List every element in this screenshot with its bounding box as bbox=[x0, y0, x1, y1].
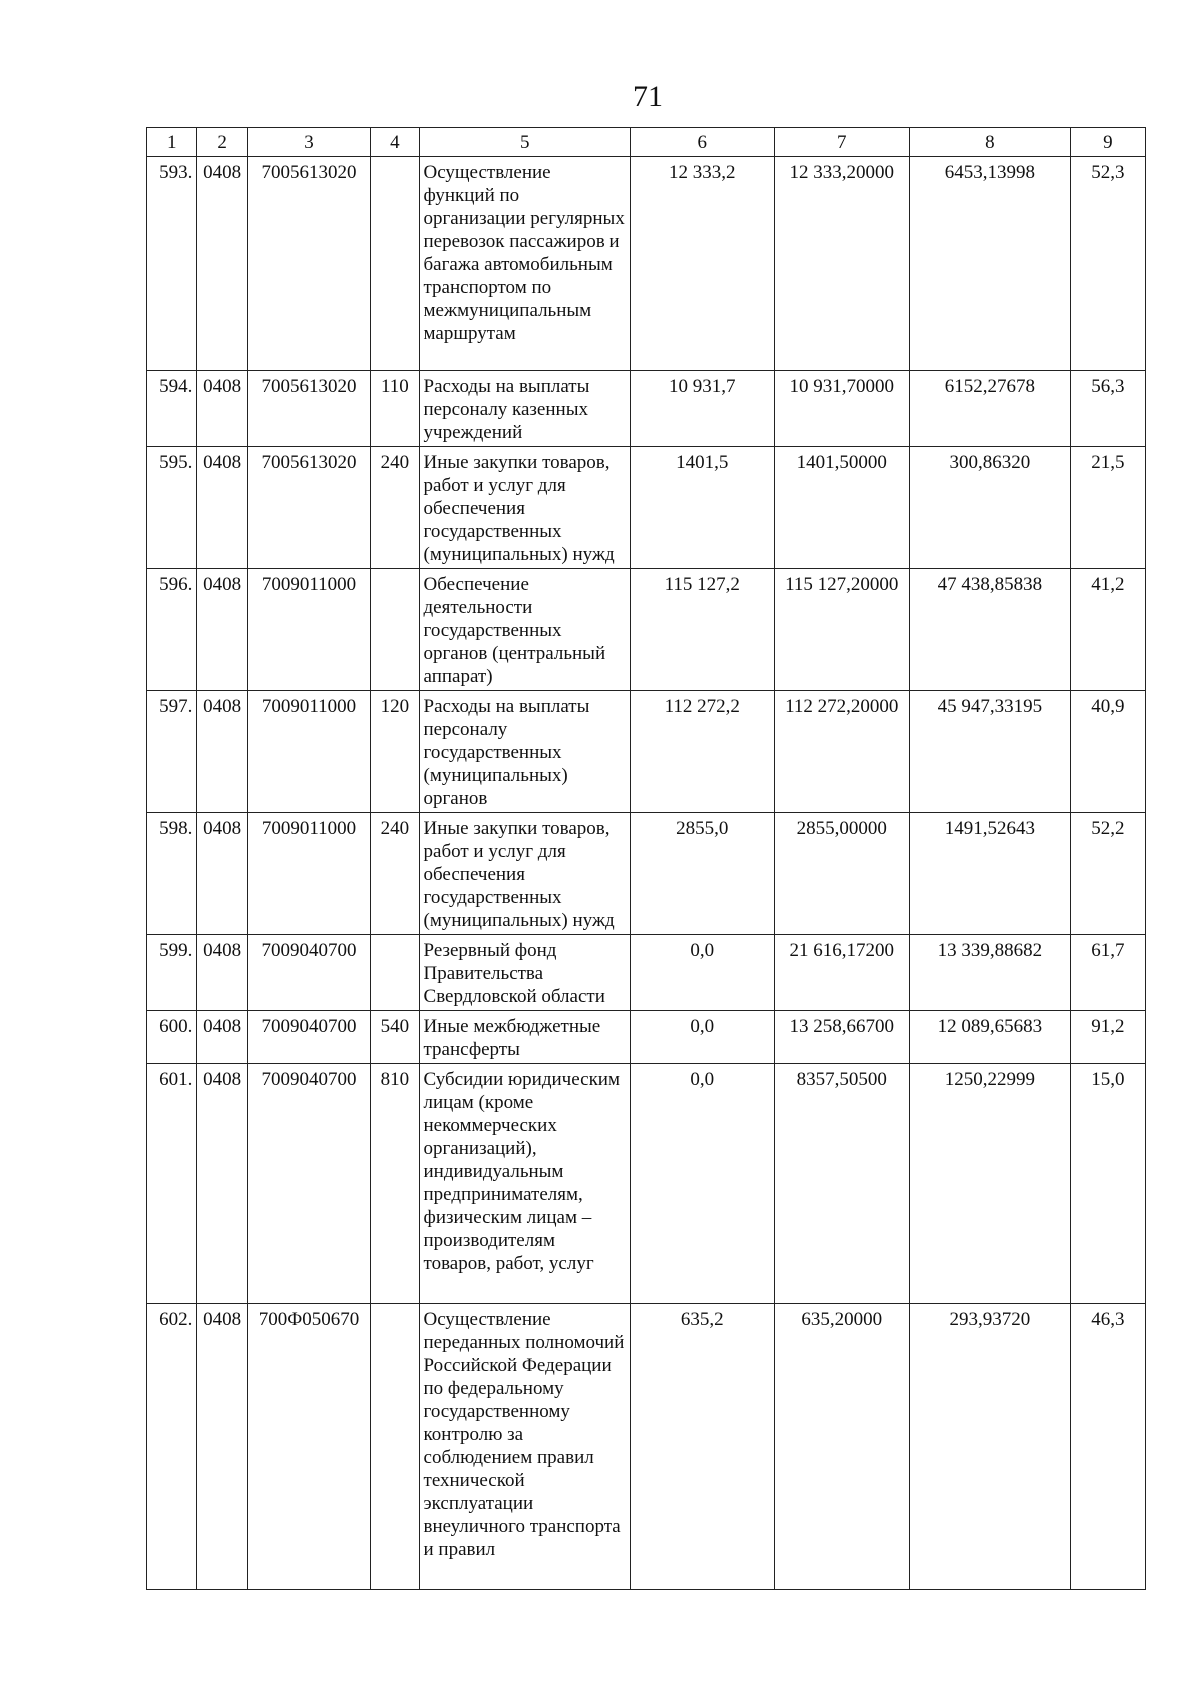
item-name: Осуществление функций по организации регулярных перевозок пассажиров и багажа автомобильным транспортом по межмуниципальным маршрутам bbox=[419, 157, 630, 371]
row-number: 601. bbox=[147, 1064, 197, 1304]
expense-type-code bbox=[371, 569, 419, 691]
value-col7: 2855,00000 bbox=[774, 813, 909, 935]
column-header: 2 bbox=[197, 128, 247, 157]
section-code: 0408 bbox=[197, 447, 247, 569]
value-col6: 1401,5 bbox=[630, 447, 774, 569]
table-row bbox=[147, 1064, 1146, 1304]
column-header: 4 bbox=[371, 128, 419, 157]
value-col8: 1250,22999 bbox=[909, 1064, 1070, 1304]
target-article-code: 7009040700 bbox=[247, 1011, 370, 1064]
table-row bbox=[147, 371, 1146, 447]
item-name: Расходы на выплаты персоналу казенных учреждений bbox=[419, 371, 630, 447]
value-col7: 635,20000 bbox=[774, 1304, 909, 1590]
item-name: Иные закупки товаров, работ и услуг для обеспечения государственных (муниципальных) нужд bbox=[419, 447, 630, 569]
section-code: 0408 bbox=[197, 691, 247, 813]
section-code: 0408 bbox=[197, 569, 247, 691]
table-row bbox=[147, 569, 1146, 691]
target-article-code: 7009040700 bbox=[247, 1064, 370, 1304]
item-name: Обеспечение деятельности государственных органов (центральный аппарат) bbox=[419, 569, 630, 691]
value-col6: 0,0 bbox=[630, 935, 774, 1011]
value-col8: 13 339,88682 bbox=[909, 935, 1070, 1011]
target-article-code: 7005613020 bbox=[247, 447, 370, 569]
value-col7: 13 258,66700 bbox=[774, 1011, 909, 1064]
section-code: 0408 bbox=[197, 1011, 247, 1064]
row-number: 595. bbox=[147, 447, 197, 569]
value-col8: 293,93720 bbox=[909, 1304, 1070, 1590]
target-article-code: 7005613020 bbox=[247, 371, 370, 447]
value-col7: 1401,50000 bbox=[774, 447, 909, 569]
value-col8: 1491,52643 bbox=[909, 813, 1070, 935]
target-article-code: 7009011000 bbox=[247, 691, 370, 813]
value-col7: 21 616,17200 bbox=[774, 935, 909, 1011]
column-header: 3 bbox=[247, 128, 370, 157]
table-row bbox=[147, 813, 1146, 935]
column-header: 9 bbox=[1070, 128, 1145, 157]
section-code: 0408 bbox=[197, 1064, 247, 1304]
value-col7: 112 272,20000 bbox=[774, 691, 909, 813]
target-article-code: 7009040700 bbox=[247, 935, 370, 1011]
value-col7: 12 333,20000 bbox=[774, 157, 909, 371]
percent-value: 40,9 bbox=[1070, 691, 1145, 813]
column-header: 6 bbox=[630, 128, 774, 157]
section-code: 0408 bbox=[197, 157, 247, 371]
column-header: 5 bbox=[419, 128, 630, 157]
row-number: 599. bbox=[147, 935, 197, 1011]
percent-value: 52,2 bbox=[1070, 813, 1145, 935]
value-col6: 635,2 bbox=[630, 1304, 774, 1590]
row-number: 596. bbox=[147, 569, 197, 691]
page-number: 71 bbox=[633, 80, 663, 113]
table-row bbox=[147, 447, 1146, 569]
target-article-code: 7009011000 bbox=[247, 813, 370, 935]
target-article-code: 7005613020 bbox=[247, 157, 370, 371]
section-code: 0408 bbox=[197, 371, 247, 447]
value-col8: 45 947,33195 bbox=[909, 691, 1070, 813]
column-number-row bbox=[147, 128, 1146, 157]
row-number: 602. bbox=[147, 1304, 197, 1590]
value-col6: 0,0 bbox=[630, 1011, 774, 1064]
column-header: 7 bbox=[774, 128, 909, 157]
target-article-code: 700Ф050670 bbox=[247, 1304, 370, 1590]
table-row bbox=[147, 1011, 1146, 1064]
row-number: 598. bbox=[147, 813, 197, 935]
expense-type-code bbox=[371, 1304, 419, 1590]
section-code: 0408 bbox=[197, 935, 247, 1011]
value-col8: 6152,27678 bbox=[909, 371, 1070, 447]
table-row bbox=[147, 1304, 1146, 1590]
expense-type-code: 810 bbox=[371, 1064, 419, 1304]
item-name: Иные межбюджетные трансферты bbox=[419, 1011, 630, 1064]
row-number: 600. bbox=[147, 1011, 197, 1064]
expense-type-code: 110 bbox=[371, 371, 419, 447]
value-col8: 6453,13998 bbox=[909, 157, 1070, 371]
percent-value: 15,0 bbox=[1070, 1064, 1145, 1304]
value-col6: 115 127,2 bbox=[630, 569, 774, 691]
value-col6: 10 931,7 bbox=[630, 371, 774, 447]
value-col6: 12 333,2 bbox=[630, 157, 774, 371]
section-code: 0408 bbox=[197, 813, 247, 935]
value-col7: 115 127,20000 bbox=[774, 569, 909, 691]
value-col7: 10 931,70000 bbox=[774, 371, 909, 447]
row-number: 597. bbox=[147, 691, 197, 813]
column-header: 1 bbox=[147, 128, 197, 157]
item-name: Расходы на выплаты персоналу государственных (муниципальных) органов bbox=[419, 691, 630, 813]
item-name: Субсидии юридическим лицам (кроме некоммерческих организаций), индивидуальным предпринимателям, физическим лицам – производителям товаров, работ, услуг bbox=[419, 1064, 630, 1304]
section-code: 0408 bbox=[197, 1304, 247, 1590]
percent-value: 91,2 bbox=[1070, 1011, 1145, 1064]
value-col8: 47 438,85838 bbox=[909, 569, 1070, 691]
item-name: Иные закупки товаров, работ и услуг для обеспечения государственных (муниципальных) нужд bbox=[419, 813, 630, 935]
value-col8: 300,86320 bbox=[909, 447, 1070, 569]
value-col7: 8357,50500 bbox=[774, 1064, 909, 1304]
item-name: Осуществление переданных полномочий Российской Федерации по федеральному государственному контролю за соблюдением правил технической эксплуатации внеуличного транспорта и правил bbox=[419, 1304, 630, 1590]
percent-value: 41,2 bbox=[1070, 569, 1145, 691]
table-row bbox=[147, 157, 1146, 371]
table-row bbox=[147, 935, 1146, 1011]
percent-value: 21,5 bbox=[1070, 447, 1145, 569]
row-number: 594. bbox=[147, 371, 197, 447]
percent-value: 46,3 bbox=[1070, 1304, 1145, 1590]
budget-table bbox=[146, 127, 1146, 1590]
percent-value: 56,3 bbox=[1070, 371, 1145, 447]
column-header: 8 bbox=[909, 128, 1070, 157]
expense-type-code: 240 bbox=[371, 813, 419, 935]
expense-type-code: 540 bbox=[371, 1011, 419, 1064]
value-col6: 0,0 bbox=[630, 1064, 774, 1304]
percent-value: 61,7 bbox=[1070, 935, 1145, 1011]
item-name: Резервный фонд Правительства Свердловской области bbox=[419, 935, 630, 1011]
value-col8: 12 089,65683 bbox=[909, 1011, 1070, 1064]
table-row bbox=[147, 691, 1146, 813]
expense-type-code: 240 bbox=[371, 447, 419, 569]
expense-type-code bbox=[371, 935, 419, 1011]
expense-type-code bbox=[371, 157, 419, 371]
value-col6: 2855,0 bbox=[630, 813, 774, 935]
row-number: 593. bbox=[147, 157, 197, 371]
target-article-code: 7009011000 bbox=[247, 569, 370, 691]
value-col6: 112 272,2 bbox=[630, 691, 774, 813]
expense-type-code: 120 bbox=[371, 691, 419, 813]
percent-value: 52,3 bbox=[1070, 157, 1145, 371]
